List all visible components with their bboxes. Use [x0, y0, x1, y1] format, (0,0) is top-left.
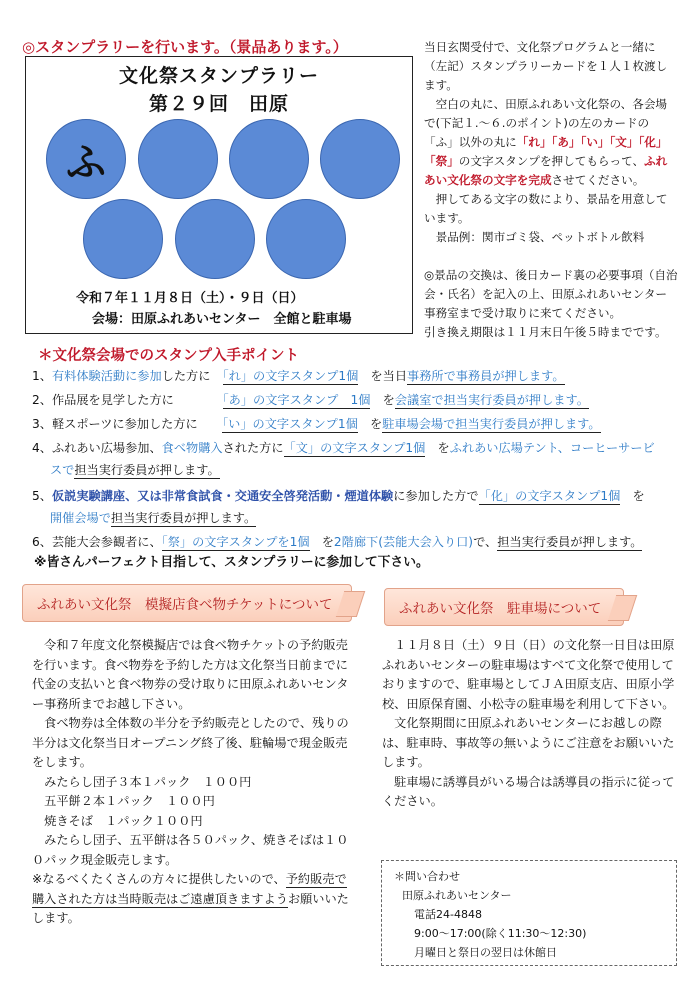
food-ticket-section [32, 636, 354, 929]
stamp-card [25, 56, 413, 334]
stamp-point-1: 1、有料体験活動に参加した方に 「れ」の文字スタンプ1個 を当日事務所で事務員が押します。 [32, 369, 565, 383]
food-item-3: 焼きそば １パック１００円 [32, 813, 203, 828]
food-ticket-p4: ※なるべくたくさんの方々に提供したいので、予約販売で購入された方は当時販売はご遠慮頂きますようお願いいたします。 [32, 872, 349, 925]
stamp-circle [266, 199, 346, 279]
stamp-point-6: 6、芸能大会参観者に、「祭」の文字スタンプを1個 を2階廊下(芸能大会入り口)で、担当実行委員が押します。 [32, 535, 643, 549]
parking-banner: ふれあい文化祭 駐車場について [384, 588, 624, 626]
parking-p1: １１月８日（土）９日（日）の文化祭一日目は田原ふれあいセンターの駐車場はすべて文化祭で使用しておりますので、駐車場としてＪＡ田原支店、田原小学校、田原保育園、小松寺の駐車場を利用して下さい。 [382, 638, 675, 711]
stamp-point-2: 2、作品展を見学した方に 「あ」の文字スタンプ 1個 を会議室で担当実行委員が押します。 [32, 393, 589, 407]
stamp-circle [320, 119, 400, 199]
card-venue: 会場：田原ふれあいセンター 全館と駐車場 [92, 312, 352, 327]
stamp-explanation [424, 38, 678, 342]
participation-note: ※皆さんパーフェクト目指して、スタンプラリーに参加して下さい。 [34, 555, 429, 570]
stamp-circle [175, 199, 255, 279]
stamp-point-5: 5、仮説実験講座、又は非常食試食・交通安全啓発活動・煙道体験に参加した方で「化」の文字スタンプ1個 を [32, 489, 645, 503]
card-title: 文化祭スタンプラリー [118, 65, 319, 87]
stamp-circle-fu [46, 119, 126, 199]
stamp-point-3: 3、軽スポーツに参加した方に 「い」の文字スタンプ1個 を駐車場会場で担当実行委員が押します。 [32, 417, 601, 431]
stamp-circle [229, 119, 309, 199]
parking-p2: 文化祭期間に田原ふれあいセンターにお越しの際は、駐車時、事故等の無いようにご注意をお願いいたします。 [382, 716, 675, 769]
stamp-circle [138, 119, 218, 199]
food-ticket-p2: 食べ物券は全体数の半分を予約販売としたので、残りの半分は文化祭当日オープニング終了後、駐輪場で現金販売をします。 [32, 716, 349, 769]
stamp-rally-heading: ◎スタンプラリーを行います。（景品あります。） [22, 38, 348, 56]
exchange-deadline: 引き換え期限は１１月末日午後５時までです。 [424, 325, 667, 339]
contact-name: 田原ふれあいセンター [402, 889, 512, 902]
contact-title: ＊問い合わせ [394, 870, 460, 883]
contact-closed-days: 月曜日と祭日の翌日は休館日 [414, 946, 557, 959]
parking-p3: 駐車場に誘導員がいる場合は誘導員の指示に従ってください。 [382, 774, 675, 808]
prize-example: 景品例：関市ゴミ袋、ペットボトル飲料 [424, 230, 645, 244]
contact-hours: 9:00～17:00(除く11:30～12:30) [414, 927, 587, 940]
food-item-2: 五平餅２本１パック １００円 [32, 794, 215, 808]
card-date: 令和７年１１月８日（土）・９日（日） [76, 291, 304, 306]
stamp-circle [83, 199, 163, 279]
explanation-p1: 当日玄関受付で、文化祭プログラムと一緒に（左記）スタンプラリーカードを１人１枚渡します。 [424, 40, 668, 92]
food-item-1: みたらし団子３本１パック １００円 [32, 774, 252, 789]
contact-phone: 電話24-4848 [414, 908, 482, 921]
stamp-point-5-cont: 開催会場で担当実行委員が押します。 [50, 511, 257, 525]
card-subtitle: 第２９回 田原 [148, 93, 289, 115]
stamp-point-4-cont: スで担当実行委員が押します。 [50, 463, 220, 477]
stamp-point-4: 4、ふれあい広場参加、食べ物購入された方に「文」の文字スタンプ1個 をふれあい広場テント、コーヒーサービ [32, 441, 655, 455]
explanation-p2: 空白の丸に、田原ふれあい文化祭の、各会場で(下記１.～６.のポイント)の左のカードの「ふ」以外の丸に「れ」「あ」「い」「文」「化」「祭」の文字スタンプを押してもらって、ふれあい文化祭の文字を完成させてください。 [424, 97, 668, 187]
prize-exchange: ◎景品の交換は、後日カード裏の必要事項（自治会・氏名）を記入の上、田原ふれあいセンター事務室まで受け取りに来てください。 [424, 268, 678, 320]
stamp-points-heading: ＊文化祭会場でのスタンプ入手ポイント [38, 348, 299, 364]
food-ticket-banner: ふれあい文化祭 模擬店食べ物チケットについて [22, 584, 352, 622]
explanation-p3: 押してある文字の数により、景品を用意しています。 [424, 192, 668, 225]
food-ticket-p3: みたらし団子、五平餅は各５０パック、焼きそばは１００パック現金販売します。 [32, 833, 349, 867]
parking-section [382, 636, 676, 812]
food-ticket-p1: 令和７年度文化祭模擬店では食べ物チケットの予約販売を行います。食べ物券を予約した方は文化祭当日前までに代金の支払いと食べ物券の受け取りに田原ふれあいセンター事務所までお越し下さい。 [32, 638, 349, 711]
contact-box [381, 860, 677, 966]
stamp-char-fu: ふ [66, 139, 106, 186]
